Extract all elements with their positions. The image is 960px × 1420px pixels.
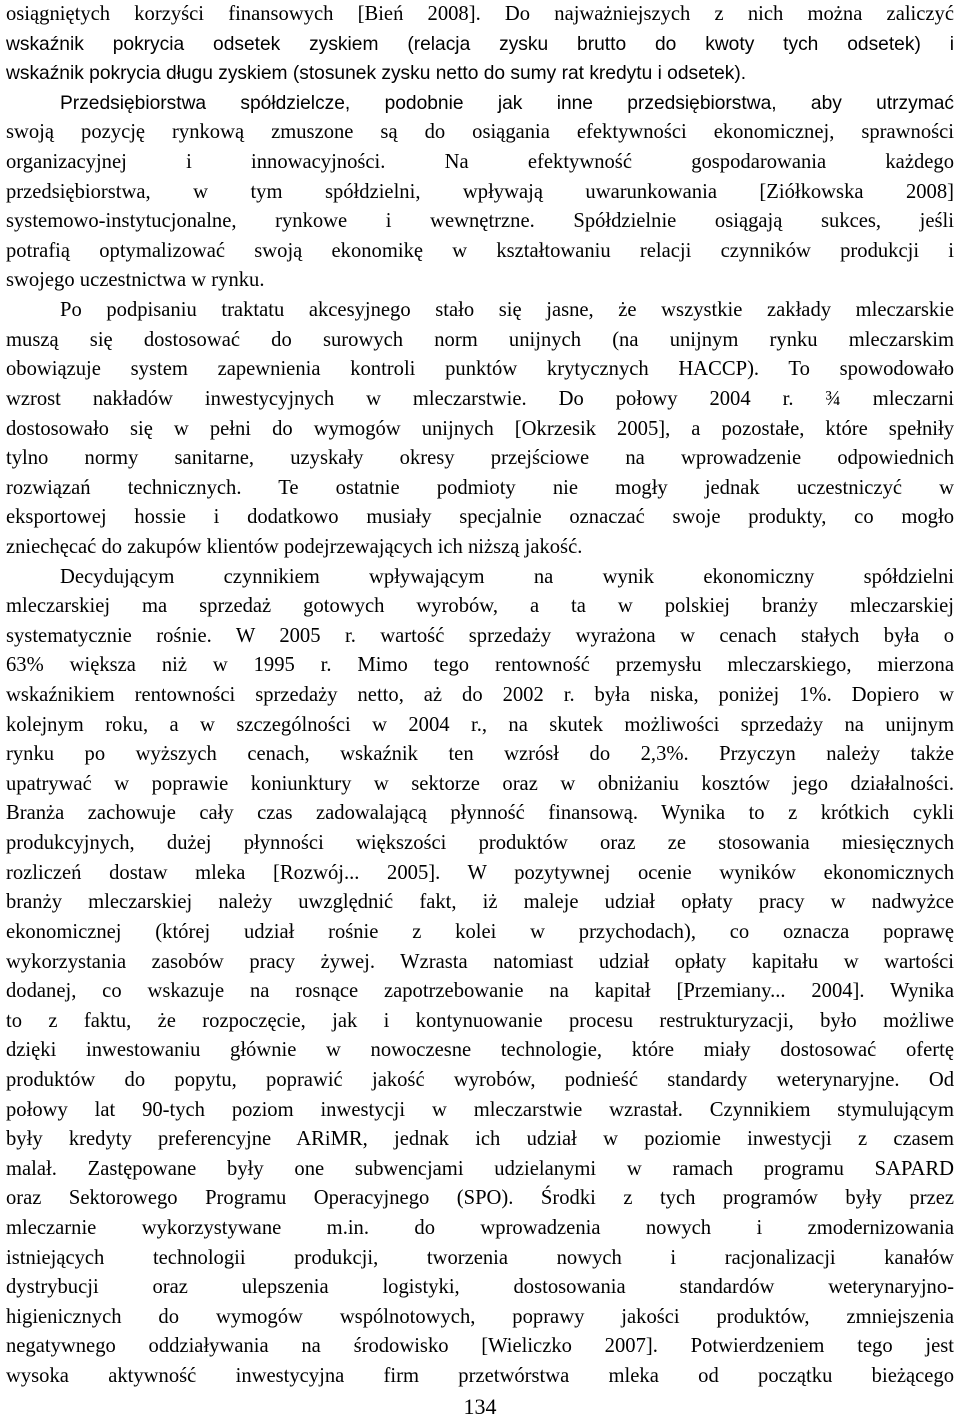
text-line: dostosowało się w pełni do wymogów unijnych [Okrzesik 2005], a pozostałe, które spełniły bbox=[6, 417, 954, 440]
text-line: higienicznych do wymogów wspólnotowych, poprawy jakości produktów, zmniejszenia bbox=[6, 1305, 954, 1328]
text-line: to z faktu, że rozpoczęcie, jak i kontynuowanie procesu restrukturyzacji, było możliwe bbox=[6, 1009, 954, 1032]
text-line: rynku po wyższych cenach, wskaźnik ten wzrósł do 2,3%. Przyczyn należy także bbox=[6, 743, 954, 766]
paragraph-start-line: Decydującym czynnikiem wpływającym na wynik ekonomiczny spółdzielni bbox=[60, 565, 954, 588]
paragraph-end-line: zniechęcać do zakupów klientów podejrzewających ich niższą jakość. bbox=[6, 535, 583, 558]
text-line: dodanej, co wskazuje na rosnące zapotrzebowanie na kapitał [Przemiany... 2004]. Wynika bbox=[6, 980, 954, 1003]
text-line: produkcyjnych, dużej płynności większości produktów oraz ze stosowania miesięcznych bbox=[6, 832, 954, 855]
text-line: tylno normy sanitarne, uzyskały okresy przejściowe na wprowadzenie odpowiednich bbox=[6, 447, 954, 470]
text-line: osiągniętych korzyści finansowych [Bień 2008]. Do najważniejszych z nich można zaliczyć bbox=[6, 3, 954, 25]
text-line: dzięki inwestowaniu głównie w nowoczesne technologie, które miały dostosować ofertę bbox=[6, 1039, 954, 1062]
text-line: negatywnego oddziaływania na środowisko [Wieliczko 2007]. Potwierdzeniem tego jest bbox=[6, 1335, 954, 1358]
text-line: wykorzystania zasobów pracy żywej. Wzrasta natomiast udział opłaty kapitału w wartości bbox=[6, 950, 954, 973]
text-line: mleczarskiej ma sprzedaż gotowych wyrobów, a ta w polskiej branży mleczarskiej bbox=[6, 595, 954, 618]
text-line: mleczarnie wykorzystywane m.in. do wprowadzenia nowych i zmodernizowania bbox=[6, 1216, 954, 1239]
text-line: produktów do popytu, poprawić jakość wyrobów, podnieść standardy weterynaryjne. Od bbox=[6, 1068, 954, 1091]
page-number: 134 bbox=[463, 1394, 497, 1419]
text-line: rozwiązań technicznych. Te ostatnie podmioty nie mogły jednak uczestniczyć w bbox=[6, 476, 954, 499]
paragraph-start-line: Po podpisaniu traktatu akcesyjnego stało się jasne, że wszystkie zakłady mleczarskie bbox=[60, 299, 954, 322]
text-line: wskaźnik pokrycia długu zyskiem (stosunek zysku netto do sumy rat kredytu i odsetek). bbox=[6, 63, 747, 85]
text-line: oraz Sektorowego Programu Operacyjnego (SPO). Środki z tych programów były przez bbox=[6, 1187, 954, 1210]
text-line: ekonomicznej (której udział rośnie z kolei w przychodach), co oznacza poprawę bbox=[6, 920, 954, 943]
paragraph-start-line: Przedsiębiorstwa spółdzielcze, podobnie jak inne przedsiębiorstwa, aby utrzymać bbox=[60, 92, 954, 114]
text-line: wskaźnikiem rentowności sprzedaży netto, aż do 2002 r. była niska, poniżej 1%. Dopiero w bbox=[6, 684, 954, 707]
document-body bbox=[6, 0, 954, 1392]
text-line: przedsiębiorstwa, w tym spółdzielni, wpływają uwarunkowania [Ziółkowska 2008] bbox=[6, 180, 954, 203]
text-line: systemowo-instytucjonalne, rynkowe i wewnętrzne. Spółdzielnie osiągają sukces, jeśli bbox=[6, 210, 954, 233]
text-line: wysoka aktywność inwestycyjna firm przetwórstwa mleka od początku bieżącego bbox=[6, 1365, 954, 1388]
text-line: połowy lat 90-tych poziom inwestycji w mleczarstwie wzrastał. Czynnikiem stymulującym bbox=[6, 1098, 954, 1121]
text-line: upatrywać w poprawie koniunktury w sektorze oraz w obniżaniu kosztów jego działalności. bbox=[6, 772, 954, 795]
text-line: dystrybucji oraz ulepszenia logistyki, dostosowania standardów weterynaryjno- bbox=[6, 1276, 954, 1299]
text-line: eksportowej hossie i dodatkowo musiały specjalnie oznaczać swoje produkty, co mogło bbox=[6, 506, 954, 529]
text-line: rozliczeń dostaw mleka [Rozwój... 2005]. W pozytywnej ocenie wyników ekonomicznych bbox=[6, 861, 954, 884]
paragraph-end-line: swojego uczestnictwa w rynku. bbox=[6, 269, 265, 292]
text-line: Branża zachowuje cały czas zadowalającą płynność finansową. Wynika to z krótkich cykli bbox=[6, 802, 954, 825]
text-line: potrafią optymalizować swoją ekonomikę w kształtowaniu relacji czynników produkcji i bbox=[6, 239, 954, 262]
text-line: obowiązuje system zapewnienia kontroli punktów krytycznych HACCP). To spowodowało bbox=[6, 358, 954, 381]
text-line: były kredyty preferencyjne ARiMR, jednak ich udział w poziomie inwestycji z czasem bbox=[6, 1128, 954, 1151]
text-line: branży mleczarskiej należy uwzględnić fakt, iż maleje udział opłaty pracy w nadwyżce bbox=[6, 891, 954, 914]
text-line: swoją pozycję rynkową zmuszone są do osiągania efektywności ekonomicznej, sprawności bbox=[6, 121, 954, 144]
text-line: malał. Zastępowane były one subwencjami udzielanymi w ramach programu SAPARD bbox=[6, 1157, 954, 1180]
text-line: wskaźnik pokrycia odsetek zyskiem (relacja zysku brutto do kwoty tych odsetek) i bbox=[6, 33, 954, 55]
text-line: systematycznie rośnie. W 2005 r. wartość sprzedaży wyrażona w cenach stałych była o bbox=[6, 624, 954, 647]
text-line: kolejnym roku, a w szczególności w 2004 r., na skutek możliwości sprzedaży na unijnym bbox=[6, 713, 954, 736]
text-line: wzrost nakładów inwestycyjnych w mleczarstwie. Do połowy 2004 r. ¾ mleczarni bbox=[6, 387, 954, 410]
text-line: muszą się dostosować do surowych norm unijnych (na unijnym rynku mleczarskim bbox=[6, 328, 954, 351]
text-line: istniejących technologii produkcji, tworzenia nowych i racjonalizacji kanałów bbox=[6, 1246, 954, 1269]
text-line: 63% większa niż w 1995 r. Mimo tego rentowność przemysłu mleczarskiego, mierzona bbox=[6, 654, 954, 677]
text-line: organizacyjnej i innowacyjności. Na efektywność gospodarowania każdego bbox=[6, 151, 954, 174]
